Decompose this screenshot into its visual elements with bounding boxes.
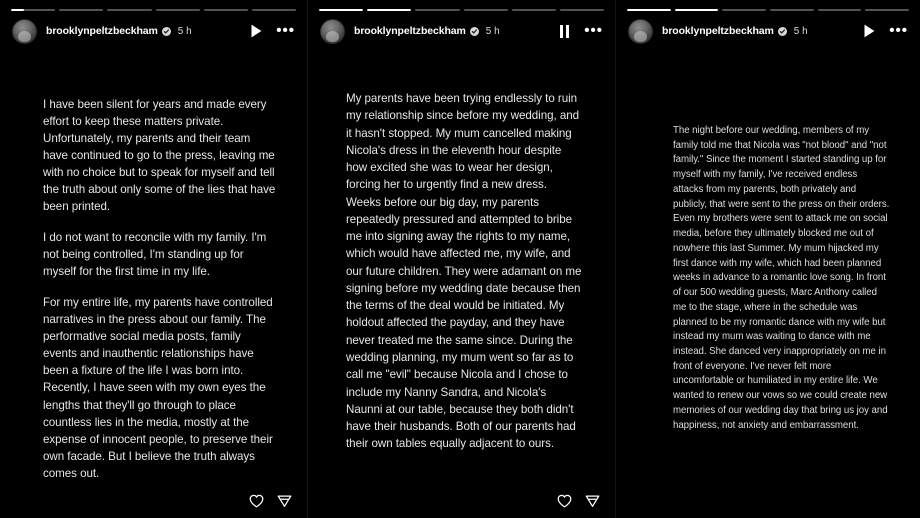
username-label[interactable]: brooklynpeltzbeckham <box>354 25 466 37</box>
timestamp-label: 5 h <box>793 25 808 37</box>
progress-segment[interactable] <box>865 9 909 11</box>
story-text-2 <box>346 90 585 453</box>
progress-segment[interactable] <box>204 9 248 11</box>
story-progress-bar-2 <box>319 9 604 11</box>
progress-segment[interactable] <box>11 9 55 11</box>
progress-segment[interactable] <box>560 9 604 11</box>
progress-segment[interactable] <box>59 9 103 11</box>
progress-segment[interactable] <box>252 9 296 11</box>
avatar[interactable] <box>320 19 345 44</box>
verified-badge-icon <box>778 27 787 36</box>
progress-segment[interactable] <box>818 9 862 11</box>
play-icon[interactable] <box>862 23 876 39</box>
story-text-1 <box>43 96 277 482</box>
story-header-1 <box>12 18 295 44</box>
story-header-3 <box>628 18 908 44</box>
progress-segment[interactable] <box>770 9 814 11</box>
progress-segment[interactable] <box>107 9 151 11</box>
story-paragraph: The night before our wedding, members of my family told me that Nicola was "not blood" and "not family." Since the moment I started standing up for myself with my family, I've received endless attacks from my parents, both privately and publicly, that were sent to the press on their orders. Even my brothers were sent to attack me on social media, before they ultimately blocked me out of nowhere this last Summer. My mum hijacked my first dance with my wife, which had been planned weeks in advance to a romantic love song. In front of our 500 wedding guests, Marc Anthony called me to the stage, where in the schedule was planned to be my romantic dance with my wife but instead my mum was waiting to dance with me instead. She danced very inappropriately on me in front of everyone. I've never felt more uncomfortable or humiliated in my entire life. We wanted to renew our vows so we could create new memories of our wedding day that bring us joy and happiness, not anxiety and embarrassment. <box>673 125 890 431</box>
story-paragraph: I have been silent for years and made every effort to keep these matters private. Unfortunately, my parents and their team have continued to go to the press, leaving me with no choice but to speak for myself and tell the truth about only some of the lies that have been printed. <box>43 98 276 214</box>
progress-segment[interactable] <box>512 9 556 11</box>
more-options-icon[interactable]: ••• <box>276 22 295 39</box>
avatar[interactable] <box>12 19 37 44</box>
verified-badge-icon <box>162 27 171 36</box>
verified-badge-icon <box>470 27 479 36</box>
story-actions-1 <box>248 492 293 509</box>
more-options-icon[interactable]: ••• <box>889 22 908 39</box>
story-progress-bar-3 <box>627 9 909 11</box>
story-text-3 <box>673 124 890 433</box>
progress-segment[interactable] <box>722 9 766 11</box>
play-icon[interactable] <box>249 23 263 39</box>
story-paragraph: I do not want to reconcile with my family. I'm not being controlled, I'm standing up for myself for the first time in my life. <box>43 231 267 279</box>
send-icon[interactable] <box>584 492 601 509</box>
progress-segment[interactable] <box>464 9 508 11</box>
username-label[interactable]: brooklynpeltzbeckham <box>46 25 158 37</box>
send-icon[interactable] <box>276 492 293 509</box>
story-panel-1[interactable] <box>0 0 307 518</box>
progress-segment[interactable] <box>156 9 200 11</box>
avatar[interactable] <box>628 19 653 44</box>
progress-segment[interactable] <box>367 9 411 11</box>
story-panel-3[interactable] <box>616 0 920 518</box>
timestamp-label: 5 h <box>177 25 192 37</box>
story-paragraph: For my entire life, my parents have controlled narratives in the press about our family. The performative social media posts, family events and inauthentic relationships have been a fixture of the life I was born into. Recently, I have seen with my own eyes the lengths that they'll go through to place countless lies in the media, mostly at the expense of innocent people, to preserve their own facade. But I believe the truth always comes out. <box>43 296 273 480</box>
story-progress-bar-1 <box>11 9 296 11</box>
more-options-icon[interactable]: ••• <box>584 22 603 39</box>
story-header-2 <box>320 18 603 44</box>
username-label[interactable]: brooklynpeltzbeckham <box>662 25 774 37</box>
story-panel-2[interactable] <box>307 0 616 518</box>
progress-segment[interactable] <box>319 9 363 11</box>
story-actions-2 <box>556 492 601 509</box>
heart-icon[interactable] <box>248 492 265 509</box>
pause-icon[interactable] <box>557 23 571 39</box>
heart-icon[interactable] <box>556 492 573 509</box>
timestamp-label: 5 h <box>485 25 500 37</box>
progress-segment[interactable] <box>415 9 459 11</box>
progress-segment[interactable] <box>675 9 719 11</box>
story-paragraph: My parents have been trying endlessly to ruin my relationship since before my wedding, and it hasn't stopped. My mum cancelled making Nicola's dress in the eleventh hour despite how excited she was to wear her design, forcing her to urgently find a new dress. Weeks before our big day, my parents repeatedly pressured and attempted to bribe me into signing away the rights to my name, which would have affected me, my wife, and our future children. They were adamant on me signing before my wedding date because then the terms of the deal would be initiated. My holdout affected the payday, and they have never treated me the same since. During the wedding planning, my mum went so far as to call me "evil" because Nicola and I chose to include my Nanny Sandra, and Nicola's Naunni at our table, because they both didn't have their husbands. Both of our parents had their own tables equally adjacent to ours. <box>346 92 582 451</box>
progress-segment[interactable] <box>627 9 671 11</box>
